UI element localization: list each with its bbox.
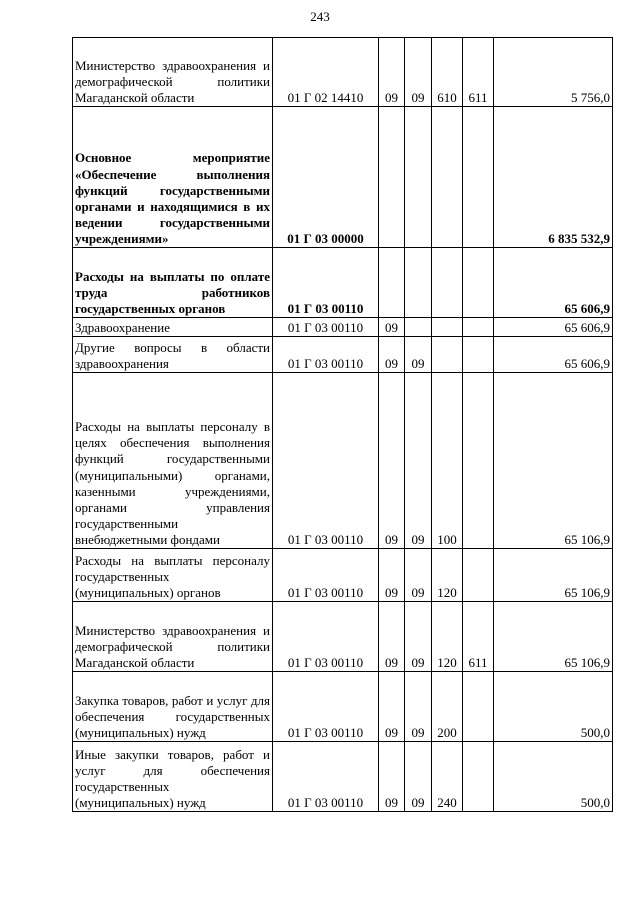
budget-table [72,37,613,812]
row-admin-code: 611 [463,38,494,107]
row-admin-code [463,549,494,602]
row-expense-type [432,318,463,337]
table-row [73,248,613,318]
row-subsection: 09 [405,373,432,549]
row-sum: 65 106,9 [494,602,613,672]
row-section: 09 [379,602,405,672]
row-name: Министерство здравоохранения и демографической политики Магаданской области [73,38,273,107]
row-target-code: 01 Г 03 00110 [273,337,379,373]
row-expense-type: 100 [432,373,463,549]
row-expense-type: 120 [432,549,463,602]
row-subsection: 09 [405,602,432,672]
row-sum: 500,0 [494,742,613,812]
row-name: Здравоохранение [73,318,273,337]
row-admin-code [463,373,494,549]
table-row [73,549,613,602]
row-subsection: 09 [405,337,432,373]
row-section [379,107,405,248]
row-section: 09 [379,549,405,602]
table-row [73,672,613,742]
row-name: Основное мероприятие «Обеспечение выполнения функций государственными органами и находящимися в их ведении государственными учреждениями» [73,107,273,248]
row-name: Министерство здравоохранения и демографической политики Магаданской области [73,602,273,672]
row-expense-type [432,107,463,248]
row-admin-code [463,248,494,318]
row-target-code: 01 Г 03 00110 [273,318,379,337]
row-sum: 65 606,9 [494,318,613,337]
row-sum: 6 835 532,9 [494,107,613,248]
row-name: Расходы на выплаты по оплате труда работников государственных органов [73,248,273,318]
row-admin-code [463,107,494,248]
row-name: Закупка товаров, работ и услуг для обеспечения государственных (муниципальных) нужд [73,672,273,742]
row-sum: 65 106,9 [494,373,613,549]
row-admin-code: 611 [463,602,494,672]
table-row [73,337,613,373]
table-row [73,742,613,812]
row-section: 09 [379,318,405,337]
row-subsection [405,248,432,318]
page-number: 243 [310,9,330,24]
row-name: Иные закупки товаров, работ и услуг для обеспечения государственных (муниципальных) нужд [73,742,273,812]
row-sum: 500,0 [494,672,613,742]
row-expense-type: 200 [432,672,463,742]
row-target-code: 01 Г 02 14410 [273,38,379,107]
row-name: Расходы на выплаты персоналу государственных (муниципальных) органов [73,549,273,602]
row-expense-type: 240 [432,742,463,812]
row-name: Расходы на выплаты персоналу в целях обеспечения выполнения функций государственными (муниципальными) органами, казенными учреждениями, органами управления государственными внебюджетными фондами [73,373,273,549]
row-subsection: 09 [405,672,432,742]
row-admin-code [463,337,494,373]
row-subsection: 09 [405,742,432,812]
row-target-code: 01 Г 03 00110 [273,742,379,812]
row-section: 09 [379,373,405,549]
row-subsection [405,318,432,337]
row-admin-code [463,672,494,742]
row-section [379,248,405,318]
row-sum: 65 106,9 [494,549,613,602]
row-target-code: 01 Г 03 00110 [273,248,379,318]
row-subsection: 09 [405,38,432,107]
row-target-code: 01 Г 03 00000 [273,107,379,248]
table-row [73,107,613,248]
row-target-code: 01 Г 03 00110 [273,672,379,742]
row-target-code: 01 Г 03 00110 [273,602,379,672]
row-expense-type [432,248,463,318]
row-name: Другие вопросы в области здравоохранения [73,337,273,373]
table-row [73,318,613,337]
row-sum: 65 606,9 [494,248,613,318]
row-sum: 5 756,0 [494,38,613,107]
row-subsection [405,107,432,248]
row-expense-type: 120 [432,602,463,672]
row-section: 09 [379,337,405,373]
table-row [73,602,613,672]
row-section: 09 [379,742,405,812]
row-expense-type: 610 [432,38,463,107]
table-row [73,373,613,549]
row-admin-code [463,742,494,812]
table-row [73,38,613,107]
row-section: 09 [379,38,405,107]
row-target-code: 01 Г 03 00110 [273,373,379,549]
row-target-code: 01 Г 03 00110 [273,549,379,602]
row-section: 09 [379,672,405,742]
row-admin-code [463,318,494,337]
row-subsection: 09 [405,549,432,602]
row-sum: 65 606,9 [494,337,613,373]
row-expense-type [432,337,463,373]
